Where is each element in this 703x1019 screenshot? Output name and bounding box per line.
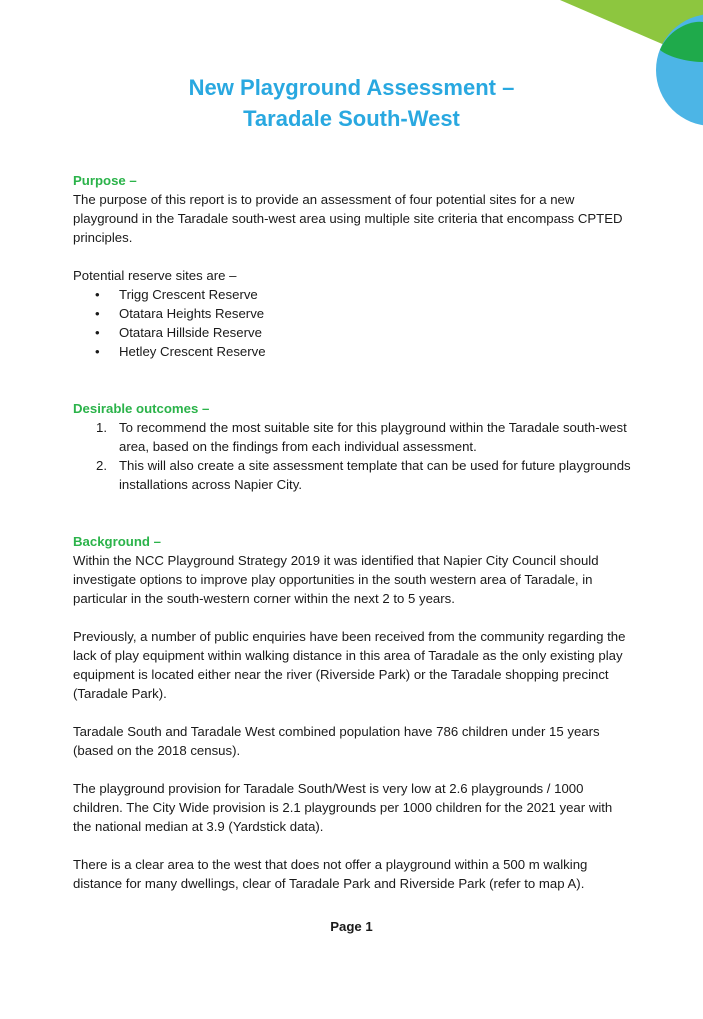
document-body [73, 171, 633, 893]
page-number: Page 1 [330, 919, 373, 934]
background-section [73, 532, 633, 893]
list-item [73, 418, 633, 456]
background-heading: Background – [73, 534, 161, 549]
list-item: • Otatara Hillside Reserve [73, 323, 633, 342]
corner-green-swoosh [560, 0, 703, 58]
list-item: • Trigg Crescent Reserve [73, 285, 633, 304]
outcomes-heading: Desirable outcomes – [73, 401, 210, 416]
page-title [0, 72, 703, 134]
list-item [73, 456, 633, 494]
list-number: 1. [96, 420, 107, 435]
background-paragraph: There is a clear area to the west that does not offer a playground within a 500 m walking distance for many dwellings, clear of Taradale Park and Riverside Park (refer to map A). [73, 857, 588, 891]
purpose-section [73, 171, 633, 361]
sites-list [73, 285, 633, 361]
title-line-2: Taradale South-West [243, 106, 460, 131]
background-paragraph: Previously, a number of public enquiries have been received from the community regarding the lack of play equipment within walking distance in this area of Taradale as the only existing play equipment is located either near the river (Riverside Park) or the Taradale shopping precinct (Taradale Park). [73, 629, 626, 701]
list-number: 2. [96, 458, 107, 473]
list-text: This will also create a site assessment template that can be used for future playgrounds installations across Napier City. [119, 458, 631, 492]
background-paragraph: The playground provision for Taradale South/West is very low at 2.6 playgrounds / 1000 children. The City Wide provision is 2.1 playgrounds per 1000 children for the 2021 year with the national median at 3.9 (Yardstick data). [73, 781, 613, 834]
list-item: • Hetley Crescent Reserve [73, 342, 633, 361]
outcomes-section [73, 399, 633, 494]
background-paragraph: Taradale South and Taradale West combined population have 786 children under 15 years (based on the 2018 census). [73, 724, 600, 758]
corner-dark-green-shape [660, 22, 703, 62]
title-line-1: New Playground Assessment – [188, 75, 515, 100]
list-text: To recommend the most suitable site for this playground within the Taradale south-west area, based on the findings from each individual assessment. [119, 420, 627, 454]
purpose-heading: Purpose – [73, 173, 137, 188]
list-item: • Otatara Heights Reserve [73, 304, 633, 323]
background-paragraph: Within the NCC Playground Strategy 2019 it was identified that Napier City Council should investigate options to improve play opportunities in the south western area of Taradale, in particular in the south-western corner within the next 2 to 5 years. [73, 553, 599, 606]
sites-intro: Potential reserve sites are – [73, 268, 237, 283]
purpose-text: The purpose of this report is to provide an assessment of four potential sites for a new playground in the Taradale south-west area using multiple site criteria that encompass CPTED principles. [73, 192, 623, 245]
outcomes-list [73, 418, 633, 494]
